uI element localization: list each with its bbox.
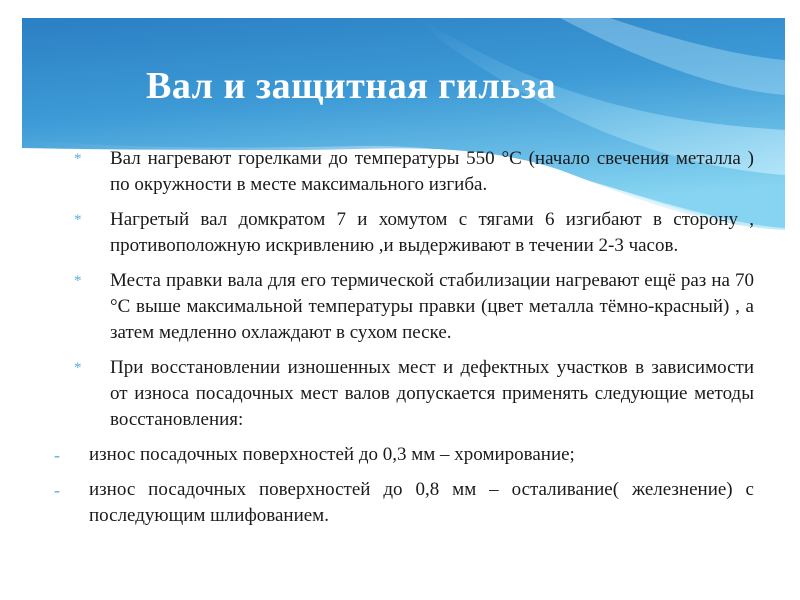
dash-bullet-icon: - [54,480,60,500]
slide-title: Вал и защитная гильза [146,65,557,107]
bullet-item [54,442,754,468]
bullet-text: Нагретый вал домкратом 7 и хомутом с тягами 6 изгибают в сторону , противоположную искривлению ,и выдерживают в течении 2-3 часов. [110,209,754,256]
bullet-item [74,146,754,198]
bullet-item [74,355,754,433]
star-bullet-icon: * [74,151,82,167]
dash-bullet-icon: - [54,445,60,465]
bullet-text: Вал нагревают горелками до температуры 550 °С (начало свечения металла ) по окружности в месте максимального изгиба. [110,148,754,195]
bullet-item [74,268,754,346]
bullet-item [74,207,754,259]
bullet-text: При восстановлении изношенных мест и дефектных участков в зависимости от износа посадочных мест валов допускается применять следующие методы восстановления: [110,357,754,430]
star-bullet-icon: * [74,212,82,228]
bullet-item [54,477,754,529]
star-bullet-icon: * [74,360,82,376]
star-bullet-icon: * [74,273,82,289]
bullet-text: износ посадочных поверхностей до 0,8 мм – осталивание( железнение) с последующим шлифованием. [89,479,754,526]
bullet-text: износ посадочных поверхностей до 0,3 мм – хромирование; [89,444,575,465]
bullet-list [54,146,754,538]
bullet-text: Места правки вала для его термической стабилизации нагревают ещё раз на 70 °С выше максимальной температуры правки (цвет металла тёмно-красный) , а затем медленно охлаждают в сухом песке. [110,270,754,343]
